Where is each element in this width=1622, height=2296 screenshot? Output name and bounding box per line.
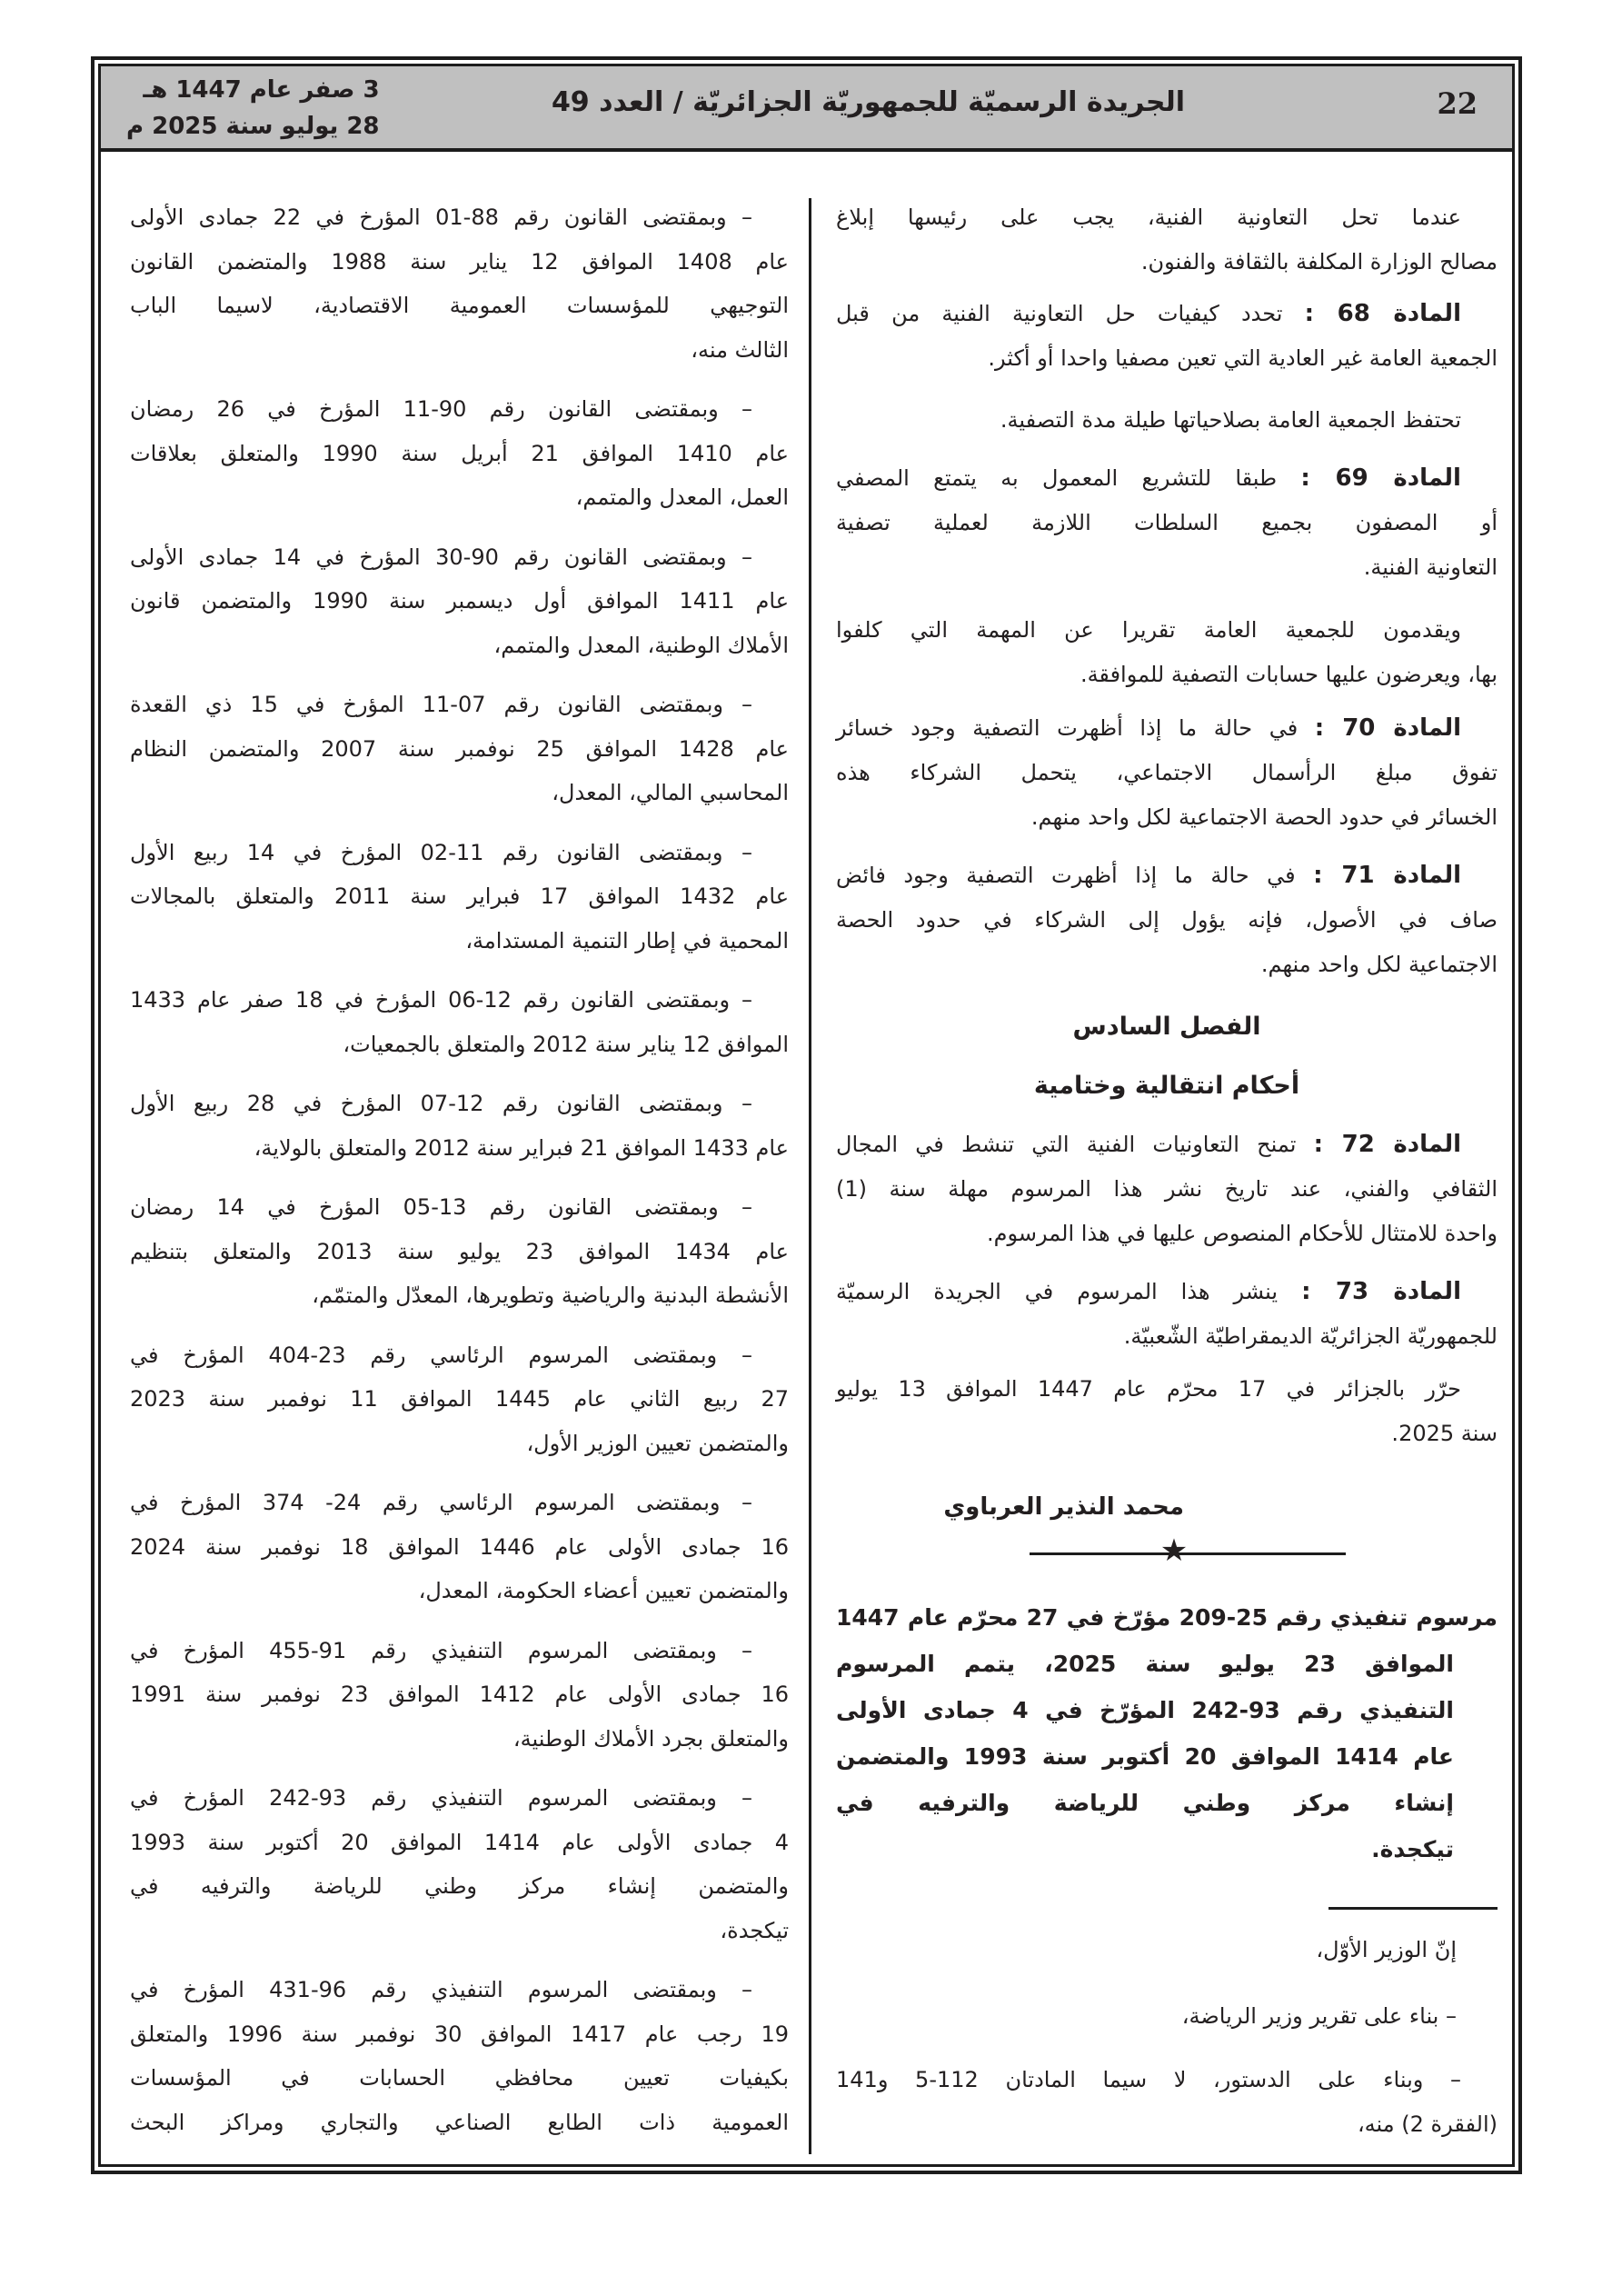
line-text: 27 ربيع الثاني عام 1445 الموافق 11 نوفمبر سنة 2023 <box>130 1386 789 1412</box>
signatory-name: محمد النذير العرباوي <box>943 1493 1184 1521</box>
line-text: الاجتماعية لكل واحد منهم. <box>1260 952 1498 977</box>
line-text: التعاونية الفنية. <box>1363 554 1498 580</box>
text-line <box>130 1082 789 1126</box>
line-text: عام 1433 الموافق 21 فبراير سنة 2012 والمتعلق بالولاية، <box>254 1134 789 1161</box>
line-text: تيكجدة. <box>1371 1836 1454 1862</box>
article-label: المادة 72 : <box>1313 1131 1461 1158</box>
line-text: عام 1410 الموافق 21 أبريل سنة 1990 والمتعلق بعلاقات <box>130 440 789 466</box>
text-line <box>130 1273 789 1318</box>
text-line <box>130 1023 789 1067</box>
line-text: عندما تحل التعاونية الفنية، يجب على رئيسها إبلاغ <box>836 205 1461 230</box>
text-line <box>130 195 789 240</box>
line-text: – وبمقتضى المرسوم الرئاسي رقم 23-404 المؤرخ في <box>130 1342 752 1368</box>
line-text: عام 1411 الموافق أول ديسمبر سنة 1990 والمتضمن قانون <box>130 588 790 614</box>
line-text: – وبمقتضى القانون رقم 12-06 المؤرخ في 18 صفر عام 1433 <box>130 987 753 1013</box>
visa-presidential-decree-23-404 <box>130 1333 789 1466</box>
article-label: المادة 73 : <box>1301 1278 1461 1305</box>
line-text: المحمية في إطار التنمية المستدامة، <box>465 927 789 953</box>
line-text: – وبمقتضى المرسوم التنفيذي رقم 96-431 المؤرخ في <box>130 1977 752 2002</box>
text-line <box>130 535 789 580</box>
text-line <box>836 1733 1498 1780</box>
text-line <box>836 545 1498 590</box>
line-text: الأملاك الوطنية، المعدل والمتمم، <box>493 632 789 658</box>
text-line <box>836 1826 1498 1872</box>
line-text: إنشاء مركز وطني للرياضة والترفيه في <box>836 1790 1454 1816</box>
gregorian-date: 28 يوليو سنة 2025 م <box>126 113 380 140</box>
text-line <box>836 1167 1498 1212</box>
article-label: المادة 70 : <box>1314 714 1461 742</box>
star-icon: ★ <box>1159 1532 1189 1569</box>
text-line <box>836 501 1498 545</box>
line-text: مصالح الوزارة المكلفة بالثقافة والفنون. <box>1140 249 1498 275</box>
line-text: تحتفظ الجمعية العامة بصلاحياتها طيلة مدة التصفية. <box>1000 407 1461 433</box>
text-line <box>836 1687 1498 1733</box>
line-text: الموافق 23 يوليو سنة 2025، يتمم المرسوم <box>836 1651 1454 1677</box>
star-separator <box>836 1530 1498 1574</box>
visa-law-11-02 <box>130 831 789 963</box>
line-text: تحدد كيفيات حل التعاونية الفنية من قبل <box>836 301 1283 326</box>
line-text: – وبمقتضى المرسوم التنفيذي رقم 93-242 المؤرخ في <box>130 1785 752 1811</box>
left-column <box>130 195 789 2144</box>
article-73 <box>836 1270 1498 1359</box>
text-line <box>836 2058 1498 2102</box>
text-line <box>836 1314 1498 1359</box>
line-text: سنة 2025. <box>1391 1421 1498 1446</box>
decree-title <box>836 1594 1498 1872</box>
text-line <box>130 1821 789 1865</box>
text-line <box>130 2101 789 2145</box>
journal-title: الجريدة الرسميّة للجمهوريّة الجزائريّة / العدد 49 <box>551 86 1185 118</box>
line-text: والمتعلق بجرد الأملاك الوطنية، <box>512 1725 789 1752</box>
text-line <box>836 1780 1498 1826</box>
line-text: – وبمقتضى المرسوم الرئاسي رقم 24- 374 المؤرخ في <box>130 1490 752 1515</box>
line-text: الخسائر في حدود الحصة الاجتماعية لكل واحد منهم. <box>1030 804 1498 830</box>
chapter-number: الفصل السادس <box>1072 1013 1261 1041</box>
line-text: – بناء على تقرير وزير الرياضة، <box>1181 2003 1457 2029</box>
text-line <box>130 1864 789 1909</box>
line-text: الثقافي والفني، عند تاريخ نشر هذا المرسوم مهلة سنة (1) <box>836 1176 1498 1202</box>
line-text: مرسوم تنفيذي رقم 25-209 مؤرّخ في 27 محرّم عام 1447 <box>836 1604 1498 1631</box>
line-text: عام 1408 الموافق 12 يناير سنة 1988 والمتضمن القانون <box>130 248 790 275</box>
text-line <box>130 284 789 328</box>
text-line <box>836 292 1498 336</box>
text-line <box>836 608 1498 653</box>
visa-law-12-06 <box>130 978 789 1066</box>
line-text: 4 جمادى الأولى عام 1414 الموافق 20 أكتوبر سنة 1993 <box>130 1829 790 1855</box>
text-line <box>836 336 1498 381</box>
text-line <box>130 1333 789 1378</box>
text-line <box>836 795 1498 840</box>
article-71 <box>836 854 1498 987</box>
visa-executive-decree-91-455 <box>130 1629 789 1762</box>
text-line <box>130 727 789 772</box>
visa-presidential-decree-24-374 <box>130 1481 789 1613</box>
line-text: ينشر هذا المرسوم في الجريدة الرسميّة <box>836 1279 1279 1304</box>
visa-law-90-11 <box>130 387 789 520</box>
line-text: – وبمقتضى القانون رقم 90-30 المؤرخ في 14 جمادى الأولى <box>130 544 753 570</box>
line-text: في حالة ما إذا أظهرت التصفية وجود خسائر <box>836 715 1299 741</box>
text-line <box>130 2056 789 2101</box>
line-text: الأنشطة البدنية والرياضية وتطويرها، المعدّل والمتمّم، <box>312 1283 789 1308</box>
line-text: طبقا للتشريع المعمول به يتمتع المصفي <box>836 465 1278 491</box>
text-line <box>836 1212 1498 1256</box>
text-line <box>836 1594 1498 1641</box>
line-text: صاف في الأصول، فإنه يؤول إلى الشركاء في حدود الحصة <box>836 907 1498 933</box>
line-text: ويقدمون للجمعية العامة تقريرا عن المهمة التي كلفوا <box>836 617 1461 643</box>
line-text: – وبمقتضى القانون رقم 13-05 المؤرخ في 14 رمضان <box>130 1194 752 1220</box>
article-label: المادة 69 : <box>1300 464 1461 492</box>
line-text: 19 رجب عام 1417 الموافق 30 نوفمبر سنة 1996 والمتعلق <box>130 2021 790 2047</box>
line-text: العمل، المعدل والمتمم، <box>575 484 789 510</box>
line-text: الثالث منه، <box>691 336 789 363</box>
line-text: بها، ويعرضون عليها حسابات التصفية للموافقة. <box>1080 662 1498 687</box>
text-line <box>836 456 1498 501</box>
visa-constitution <box>836 2058 1498 2147</box>
text-line <box>130 1185 789 1230</box>
text-line <box>130 1776 789 1821</box>
line-text: عام 1414 الموافق 20 أكتوبر سنة 1993 والمتضمن <box>836 1743 1454 1770</box>
line-text: والمتضمن إنشاء مركز وطني للرياضة والترفيه في <box>130 1873 789 1899</box>
line-text: 16 جمادى الأولى عام 1412 الموافق 23 نوفمبر سنة 1991 <box>130 1682 790 1707</box>
line-text: – وبناء على الدستور، لا سيما المادتان 112-5 و141 <box>836 2067 1461 2092</box>
text-line <box>130 1717 789 1762</box>
hijri-date: 3 صفر عام 1447 هـ <box>143 76 380 104</box>
text-line <box>130 1525 789 1570</box>
line-text: إنّ الوزير الأوّل، <box>1316 1937 1457 1962</box>
short-separator-line <box>1328 1907 1498 1910</box>
column-divider <box>809 198 811 2154</box>
line-text: – وبمقتضى القانون رقم 88-01 المؤرخ في 22 جمادى الأولى <box>130 205 753 230</box>
line-text: للجمهوريّة الجزائريّة الديمقراطيّة الشّعبيّة. <box>1123 1323 1498 1349</box>
visa-law-12-07 <box>130 1082 789 1170</box>
line-text: حرّر بالجزائر في 17 محرّم عام 1447 الموافق 13 يوليو <box>836 1376 1461 1402</box>
paragraph-general-assembly <box>836 398 1498 443</box>
text-line <box>130 1126 789 1171</box>
text-line <box>130 475 789 520</box>
line-text: العمومية ذات الطابع الصناعي والتجاري ومراكز البحث <box>130 2109 789 2135</box>
line-text: – وبمقتضى القانون رقم 07-11 المؤرخ في 15 ذي القعدة <box>130 692 753 717</box>
text-line <box>836 1412 1498 1456</box>
line-text: التنفيذي رقم 93-242 المؤرّخ في 4 جمادى الأولى <box>836 1697 1454 1723</box>
line-text: عام 1432 الموافق 17 فبراير سنة 2011 والمتعلق بالمجالات <box>130 883 790 909</box>
line-text: أو المصفون بجميع السلطات اللازمة لعملية تصفية <box>836 510 1498 535</box>
line-text: التوجيهي للمؤسسات العمومية الاقتصادية، لاسيما الباب <box>130 293 789 318</box>
text-line <box>130 2012 789 2057</box>
visa-law-90-30 <box>130 535 789 668</box>
line-text: عام 1428 الموافق 25 نوفمبر سنة 2007 والمتضمن النظام <box>130 735 789 762</box>
chapter-title: أحكام انتقالية وختامية <box>1033 1072 1300 1100</box>
text-line <box>836 1994 1498 2039</box>
article-label: المادة 68 : <box>1304 300 1461 327</box>
visa-law-07-11 <box>130 683 789 815</box>
text-line <box>836 1123 1498 1167</box>
text-line <box>836 854 1498 898</box>
page-header <box>101 66 1512 152</box>
text-line <box>836 653 1498 697</box>
text-line <box>836 943 1498 987</box>
article-69 <box>836 456 1498 590</box>
text-line <box>130 978 789 1023</box>
line-text: تمنح التعاونيات الفنية التي تنشط في المجال <box>836 1132 1297 1157</box>
text-line <box>130 831 789 875</box>
text-line <box>836 1270 1498 1314</box>
line-text: 16 جمادى الأولى عام 1446 الموافق 18 نوفمبر سنة 2024 <box>130 1533 790 1560</box>
text-line <box>836 398 1498 443</box>
line-text: الجمعية العامة غير العادية التي تعين مصفيا واحدا أو أكثر. <box>988 345 1498 371</box>
text-line <box>130 1569 789 1613</box>
text-line <box>130 1629 789 1673</box>
article-72 <box>836 1123 1498 1256</box>
text-line <box>130 1230 789 1274</box>
right-column <box>836 195 1498 2147</box>
article-68 <box>836 292 1498 381</box>
visa-law-88-01 <box>130 195 789 372</box>
line-text: (الفقرة 2) منه، <box>1357 2111 1498 2137</box>
text-line <box>836 1367 1498 1412</box>
text-line <box>130 1481 789 1525</box>
page-number: 22 <box>1437 86 1478 121</box>
text-line <box>130 874 789 919</box>
preamble-opening <box>836 1928 1498 1972</box>
text-line <box>130 1968 789 2012</box>
text-line <box>130 683 789 727</box>
text-line <box>130 1909 789 1953</box>
text-line <box>130 919 789 963</box>
text-line <box>836 2102 1498 2147</box>
visa-report <box>836 1994 1498 2039</box>
line-text: بكيفيات تعيين محافظي الحسابات في المؤسسات <box>130 2065 789 2091</box>
line-text: واحدة للامتثال للأحكام المنصوص عليها في هذا المرسوم. <box>987 1221 1498 1246</box>
issue-date <box>126 72 380 145</box>
line-text: الموافق 12 يناير سنة 2012 والمتعلق بالجمعيات، <box>343 1031 789 1057</box>
text-line <box>130 387 789 432</box>
text-line <box>836 706 1498 751</box>
text-line <box>836 240 1498 285</box>
line-text: – وبمقتضى القانون رقم 11-02 المؤرخ في 14 ربيع الأول <box>130 839 752 865</box>
article-label: المادة 71 : <box>1313 862 1461 889</box>
text-line <box>836 1928 1498 1972</box>
text-line <box>836 195 1498 240</box>
line-text: تفوق مبلغ الرأسمال الاجتماعي، يتحمل الشركاء هذه <box>836 760 1498 785</box>
text-line <box>130 240 789 285</box>
visa-executive-decree-93-242 <box>130 1776 789 1952</box>
line-text: – وبمقتضى القانون رقم 90-11 المؤرخ في 26 رمضان <box>130 396 752 422</box>
text-line <box>130 1377 789 1422</box>
text-line <box>130 579 789 624</box>
line-text: في حالة ما إذا أظهرت التصفية وجود فائض <box>836 863 1296 888</box>
line-text: تيكجدة، <box>720 1917 789 1943</box>
text-line <box>130 432 789 476</box>
line-text: – وبمقتضى المرسوم التنفيذي رقم 91-455 المؤرخ في <box>130 1637 752 1663</box>
line-text: – وبمقتضى القانون رقم 12-07 المؤرخ في 28 ربيع الأول <box>130 1091 752 1116</box>
visa-executive-decree-96-431 <box>130 1968 789 2144</box>
text-line <box>836 751 1498 795</box>
article-70 <box>836 706 1498 840</box>
line-text: عام 1434 الموافق 23 يوليو سنة 2013 والمتعلق بتنظيم <box>130 1238 789 1264</box>
text-line <box>130 1672 789 1717</box>
text-line <box>130 624 789 668</box>
paragraph-dissolution-notice <box>836 195 1498 285</box>
paragraph-report <box>836 608 1498 697</box>
paragraph-done-at <box>836 1367 1498 1456</box>
text-line <box>836 1641 1498 1687</box>
text-line <box>130 771 789 815</box>
visa-law-13-05 <box>130 1185 789 1318</box>
line-text: والمتضمن تعيين أعضاء الحكومة، المعدل، <box>418 1578 789 1603</box>
line-text: والمتضمن تعيين الوزير الأول، <box>526 1430 789 1456</box>
text-line <box>836 898 1498 943</box>
text-line <box>130 328 789 373</box>
text-line <box>130 1422 789 1466</box>
line-text: المحاسبي المالي، المعدل، <box>552 780 789 805</box>
